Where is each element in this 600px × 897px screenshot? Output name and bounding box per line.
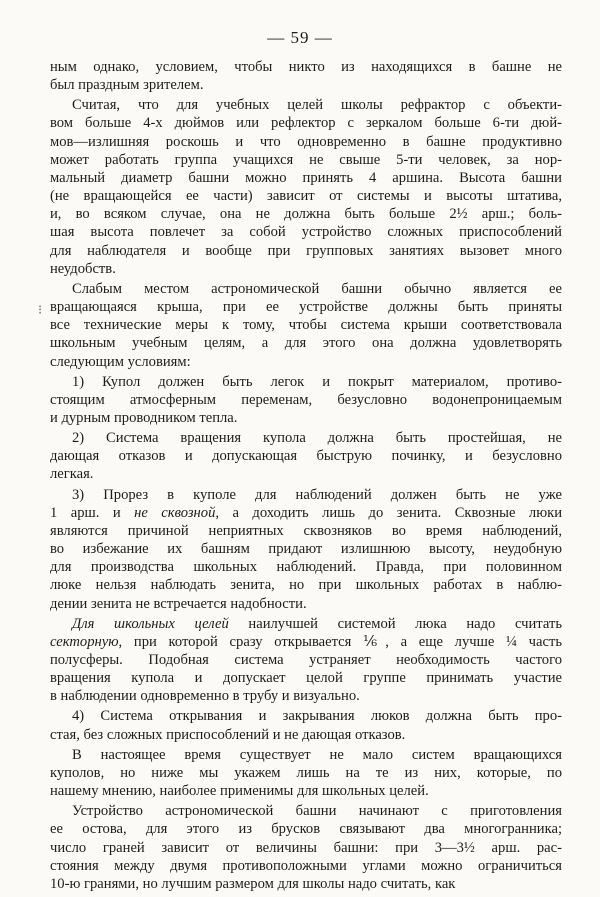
text-line: Считая, что для учебных целей школы рефрактор с объекти-	[72, 97, 562, 114]
text-line: был праздным зрителем.	[50, 77, 204, 94]
text-line: В настоящее время существует не мало систем вращающихся	[72, 746, 562, 763]
text-line: все технические меры к тому, чтобы система крыши соответствовала	[50, 317, 562, 334]
text-line: шая высота повлечет за собой устройство сложных приспособлений	[50, 224, 562, 241]
text-line: стая, без сложных приспособлений и не дающая отказов.	[50, 726, 406, 743]
margin-mark: ⁝	[38, 302, 43, 317]
text-line: Слабым местом астрономической башни обычно является ее	[72, 280, 562, 297]
text-line: может работать группа учащихся не свыше 5-ти человек, за нор-	[50, 151, 562, 168]
italic-emphasis: не сквозной	[134, 504, 216, 521]
page-number: — 59 —	[267, 28, 333, 47]
text-line: и, во всяком случае, она не должна быть больше 2½ арш.; боль-	[50, 206, 562, 223]
text-line: стоящим атмосферным переменам, безусловно водонепроницаемым	[50, 391, 562, 408]
italic-emphasis: секторную	[50, 633, 119, 650]
text-line: мальный диаметр башни можно принять 4 аршина. Высота башни	[50, 169, 562, 186]
text-line: стояния между двумя противоположными углами можно ограничиться	[50, 857, 562, 874]
text-line: являются причиной неприятных сквозняков во время наблюдений,	[50, 522, 562, 539]
text-line: для наблюдателя и вообще при групповых занятиях вызовет много	[50, 242, 562, 259]
text-line: 3) Прорез в куполе для наблюдений должен быть не уже	[72, 486, 562, 503]
text-line: (не вращающейся ее части) зависит от системы и высоты штатива,	[50, 188, 562, 205]
text-line: ным однако, условием, чтобы никто из находящихся в башне не	[50, 59, 562, 75]
text-line: секторную, при которой сразу открывается ⅙, а еще лучше ¼ часть	[50, 633, 562, 650]
text-line: Для школьных целей наилучшей системой люка надо считать	[72, 615, 562, 632]
text-line: 1 арш. и не сквозной, а доходить лишь до зенита. Сквозные люки	[50, 504, 562, 521]
text-line: для производства школьных наблюдений. Правда, при половинном	[50, 559, 562, 576]
text-line: дении зенита не встречается надобности.	[50, 595, 307, 612]
text-line: легкая.	[50, 466, 94, 483]
text-line: вращения купола и допускает целой группе принимать участие	[50, 670, 562, 687]
text-line: неудобств.	[50, 260, 116, 277]
text-line: 4) Система открывания и закрывания люков должна быть про-	[72, 708, 562, 725]
text-line: следующим условиям:	[50, 353, 191, 370]
text-line: люке нельзя наблюдать зенита, но при школьных работах в наблю-	[50, 577, 562, 594]
text-line: Устройство астрономической башни начинают с приготовления	[72, 803, 562, 820]
text-line: школьным учебным целям, а для этого она должна удовлетворять	[50, 335, 562, 352]
text-line: в наблюдении одновременно в трубу и визуально.	[50, 688, 360, 705]
text-line: полусферы. Подобная система устраняет необходимость частого	[50, 652, 562, 668]
text-line: вом больше 4-х дюймов или рефлектор с зеркалом больше 6-ти дюй-	[50, 115, 562, 132]
body-text	[50, 58, 562, 893]
text-line: нашему мнению, наиболее применимы для школьных целей.	[50, 783, 429, 800]
text-line: и дурным проводником тепла.	[50, 409, 238, 426]
text-line: куполов, но ниже мы укажем лишь на те из них, которые, по	[50, 764, 562, 781]
text-line: во избежание их башням придают излишнюю высоту, неудобную	[50, 541, 562, 558]
text-line: дающая отказов и допускающая быструю починку, и безусловно	[50, 448, 562, 465]
text-line: вращающаяся крыша, при ее устройстве должны быть приняты	[50, 299, 562, 316]
text-line: 10-ю гранями, но лучшим размером для школы надо считать, как	[50, 875, 456, 892]
text-line: 2) Система вращения купола должна быть простейшая, не	[72, 430, 562, 447]
text-line: число граней зависит от величины башни: при 3—3½ арш. рас-	[50, 839, 562, 856]
text-line: 1) Купол должен быть легок и покрыт материалом, противо-	[72, 373, 562, 390]
italic-emphasis: Для школьных целей	[72, 615, 229, 632]
text-line: мов—излишняя роскошь и что одновременно в башне продуктивно	[50, 133, 562, 150]
text-line: ее остова, для этого из брусков связывают два многогранника;	[50, 821, 562, 838]
